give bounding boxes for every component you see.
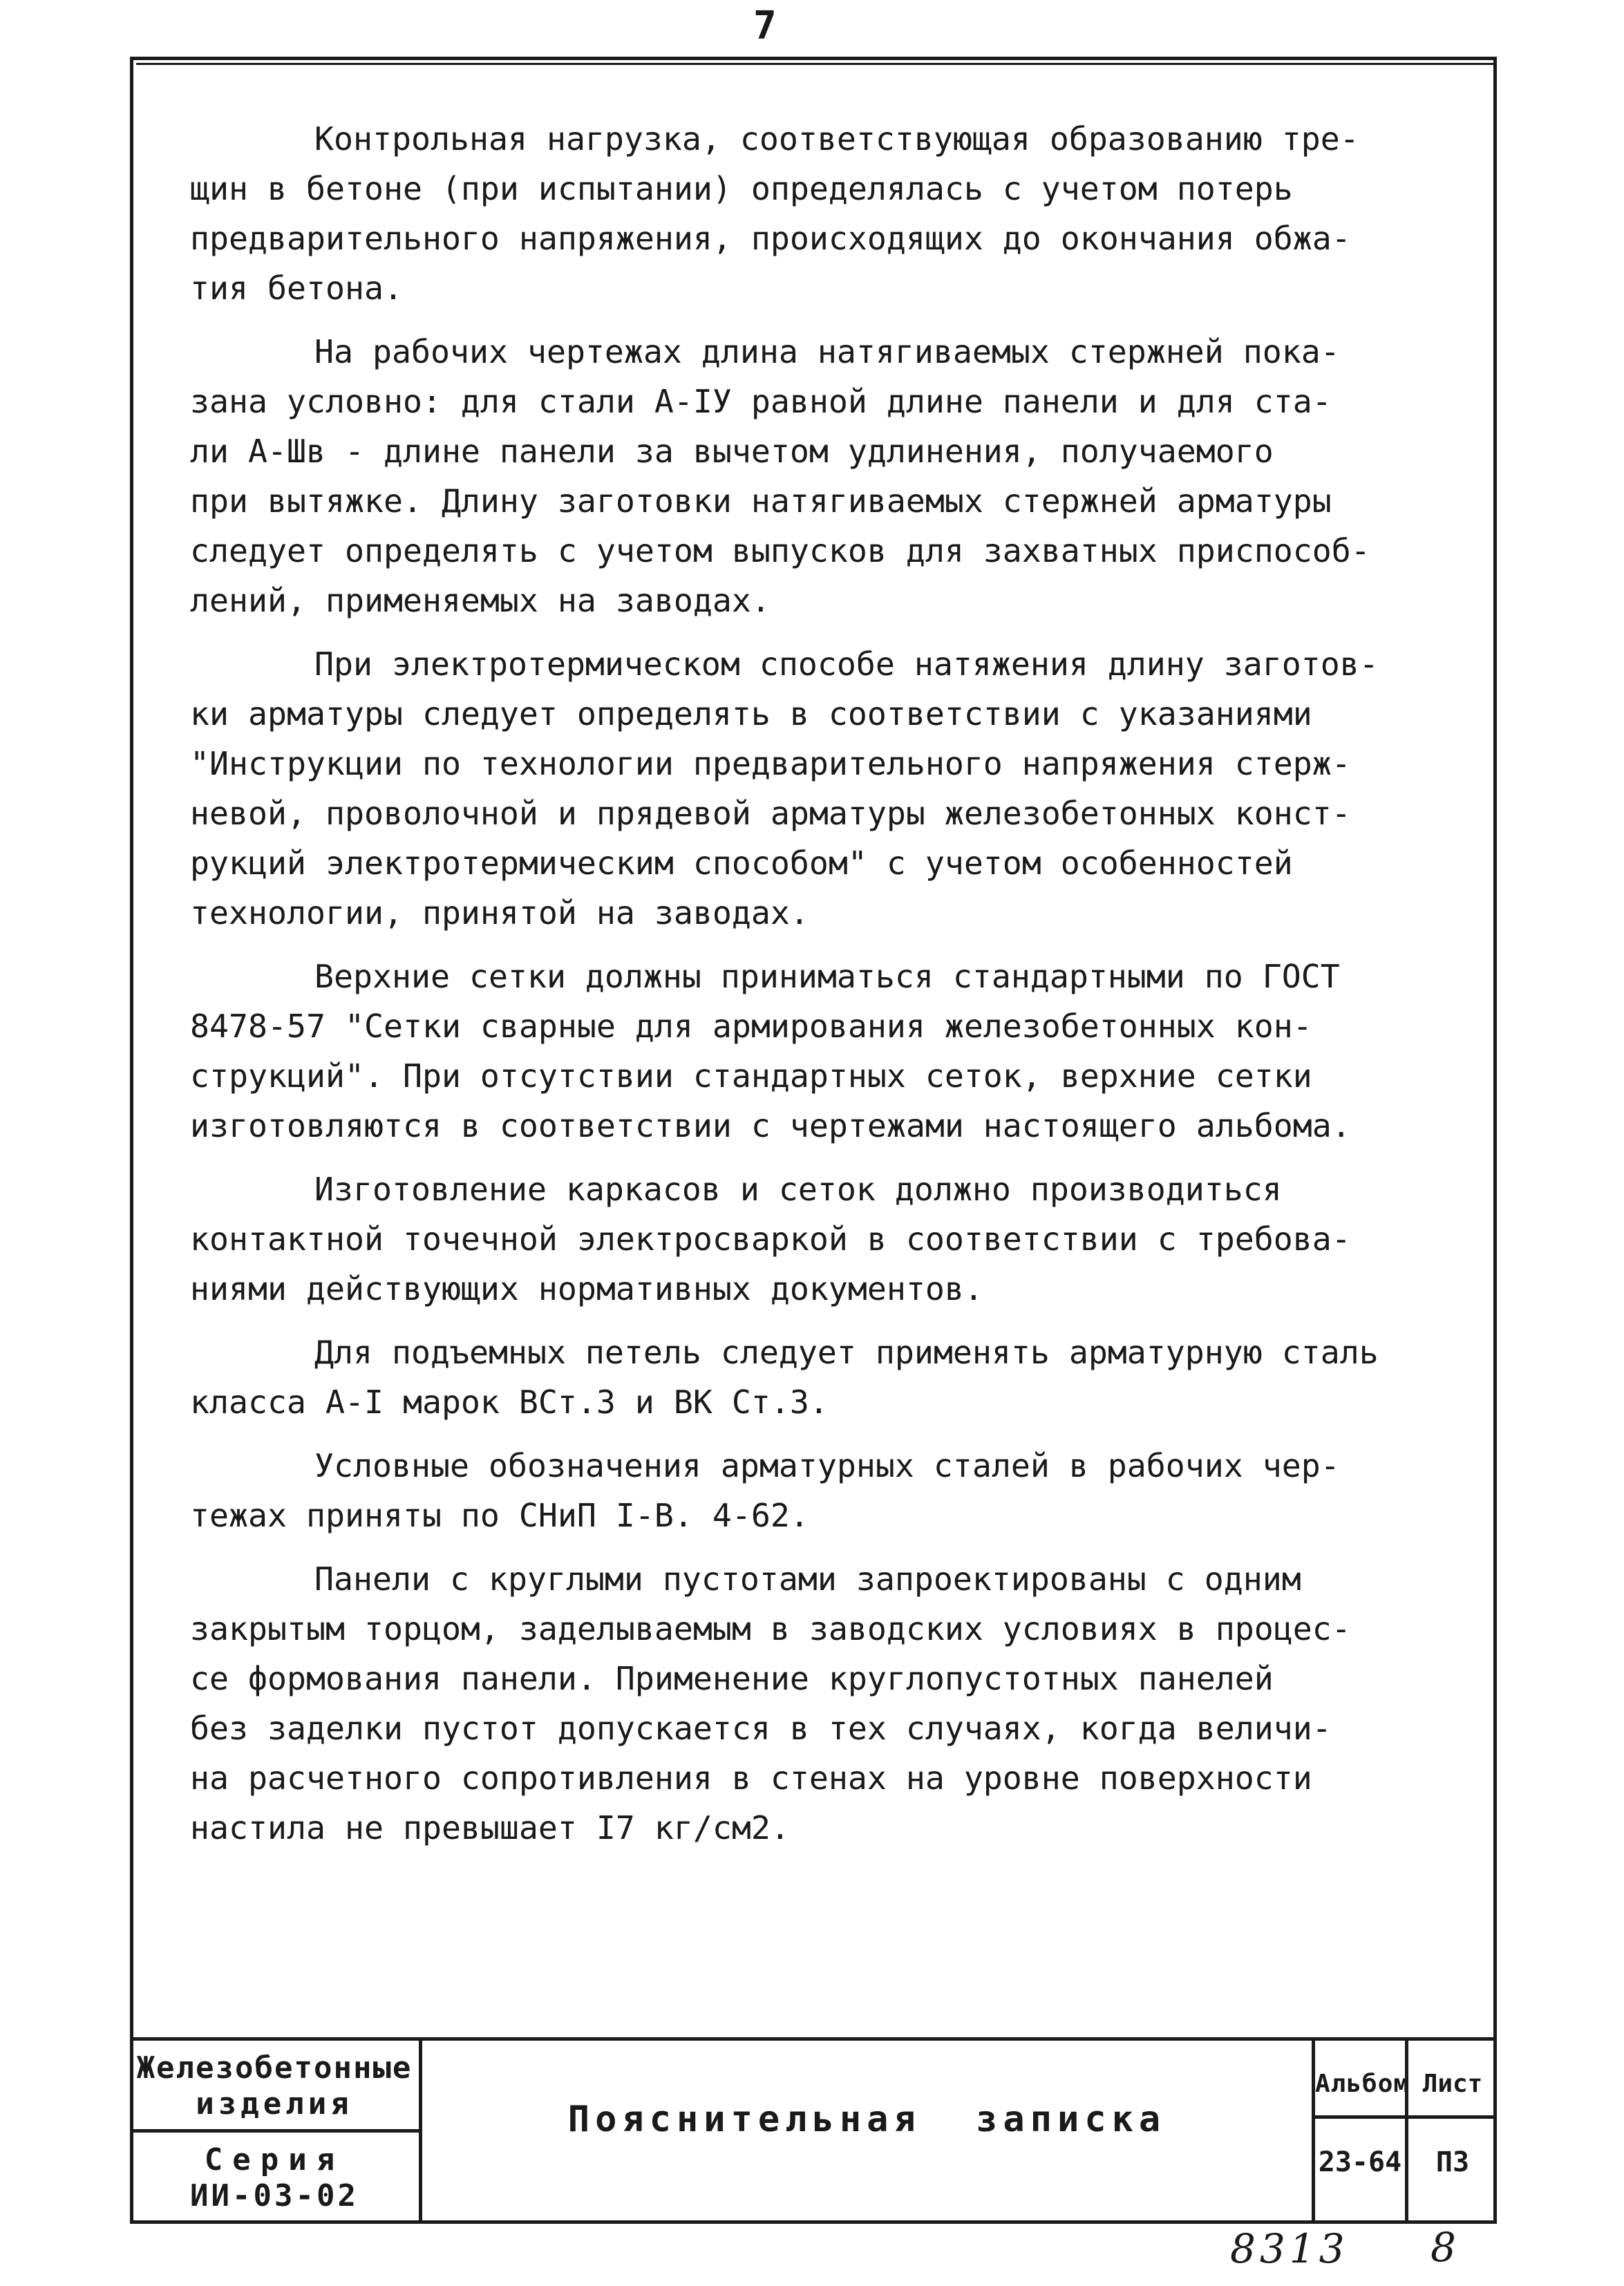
text-line: зана условно: для стали А-IУ равной длине панели и для ста-	[190, 383, 1332, 420]
paragraph	[190, 1164, 1475, 1314]
inventory-number: 8313	[1230, 2225, 1349, 2272]
text-line: технологии, принятой на заводах.	[190, 894, 809, 932]
text-line: изготовляются в соответствии с чертежами настоящего альбома.	[190, 1107, 1351, 1144]
text-line: лений, применяемых на заводах.	[190, 582, 771, 619]
album-value: 23-64	[1318, 2146, 1402, 2178]
text-line: следует определять с учетом выпусков для захватных приспособ-	[190, 532, 1370, 569]
text-line: рукций электротермическим способом" с учетом особенностей	[190, 844, 1293, 882]
paragraph	[190, 952, 1475, 1151]
text-line: се формования панели. Применение круглопустотных панелей	[190, 1660, 1274, 1697]
text-line: при вытяжке. Длину заготовки натягиваемых стержней арматуры	[190, 482, 1332, 520]
text-line: ниями действующих нормативных документов.	[190, 1270, 983, 1307]
text-line: щин в бетоне (при испытании) определялась с учетом потерь	[190, 170, 1293, 207]
text-line: При электротермическом способе натяжения длину заготов-	[314, 645, 1379, 683]
series-cell	[130, 2133, 419, 2222]
text-line: ки арматуры следует определять в соответствии с указаниями	[190, 695, 1312, 733]
paragraph	[190, 1328, 1475, 1427]
document-title-cell	[422, 2045, 1312, 2223]
product-type-line1: Железобетонные	[136, 2050, 413, 2086]
text-line: Панели с круглыми пустотами запроектированы с одним	[314, 1560, 1301, 1598]
series-value: ИИ-03-02	[190, 2178, 359, 2213]
title-block	[130, 2037, 1497, 2224]
sheet-label: Лист	[1422, 2070, 1483, 2098]
text-line: Для подъемных петель следует применять арматурную сталь	[314, 1334, 1379, 1371]
text-line: Контрольная нагрузка, соответствующая образованию тре-	[314, 120, 1359, 158]
sheet-value: П3	[1435, 2146, 1470, 2178]
paragraph	[190, 1441, 1475, 1540]
text-line: струкций". При отсутствии стандартных сеток, верхние сетки	[190, 1057, 1312, 1095]
album-label-cell	[1315, 2045, 1410, 2115]
series-label: Серия	[204, 2142, 345, 2178]
text-line: тия бетона.	[190, 270, 403, 307]
album-label: Альбом	[1315, 2070, 1410, 2098]
product-type-line2: изделия	[196, 2086, 353, 2122]
text-line: Изготовление каркасов и сеток должно производиться	[314, 1171, 1282, 1208]
text-line: без заделки пустот допускается в тех случаях, когда величи-	[190, 1710, 1332, 1747]
page-number: 7	[753, 3, 777, 48]
text-line: тежах приняты по СНиП I-В. 4-62.	[190, 1497, 809, 1534]
text-line: Верхние сетки должны приниматься стандартными по ГОСТ	[314, 958, 1340, 995]
text-line: предварительного напряжения, происходящих до окончания обжа-	[190, 220, 1351, 257]
explanatory-text	[190, 114, 1475, 1867]
paragraph	[190, 1554, 1475, 1853]
album-value-cell	[1315, 2119, 1405, 2222]
text-line: "Инструкции по технологии предварительного напряжения стерж-	[190, 745, 1351, 782]
sheet-value-cell	[1408, 2119, 1497, 2222]
paragraph	[190, 639, 1475, 938]
text-line: контактной точечной электросваркой в соответствии с требова-	[190, 1220, 1351, 1258]
text-line: настила не превышает I7 кг/см2.	[190, 1809, 790, 1846]
text-line: закрытым торцом, заделываемым в заводских условиях в процес-	[190, 1610, 1351, 1647]
sheet-label-cell	[1408, 2045, 1497, 2115]
text-line: на расчетного сопротивления в стенах на уровне поверхности	[190, 1759, 1312, 1797]
text-line: На рабочих чертежах длина натягиваемых стержней пока-	[314, 333, 1340, 370]
text-line: 8478-57 "Сетки сварные для армирования железобетонных кон-	[190, 1008, 1312, 1045]
product-type-cell	[130, 2045, 419, 2129]
paragraph	[190, 327, 1475, 625]
text-line: Условные обозначения арматурных сталей в рабочих чер-	[314, 1447, 1340, 1484]
handwritten-page-mark: 8	[1431, 2224, 1460, 2271]
text-line: ли А-Шв - длине панели за вычетом удлинения, получаемого	[190, 433, 1274, 470]
document-title: Пояснительная записка	[567, 2099, 1167, 2140]
text-line: невой, проволочной и прядевой арматуры железобетонных конст-	[190, 795, 1351, 832]
text-line: класса А-I марок ВСт.3 и ВК Ст.3.	[190, 1383, 829, 1421]
paragraph	[190, 114, 1475, 313]
